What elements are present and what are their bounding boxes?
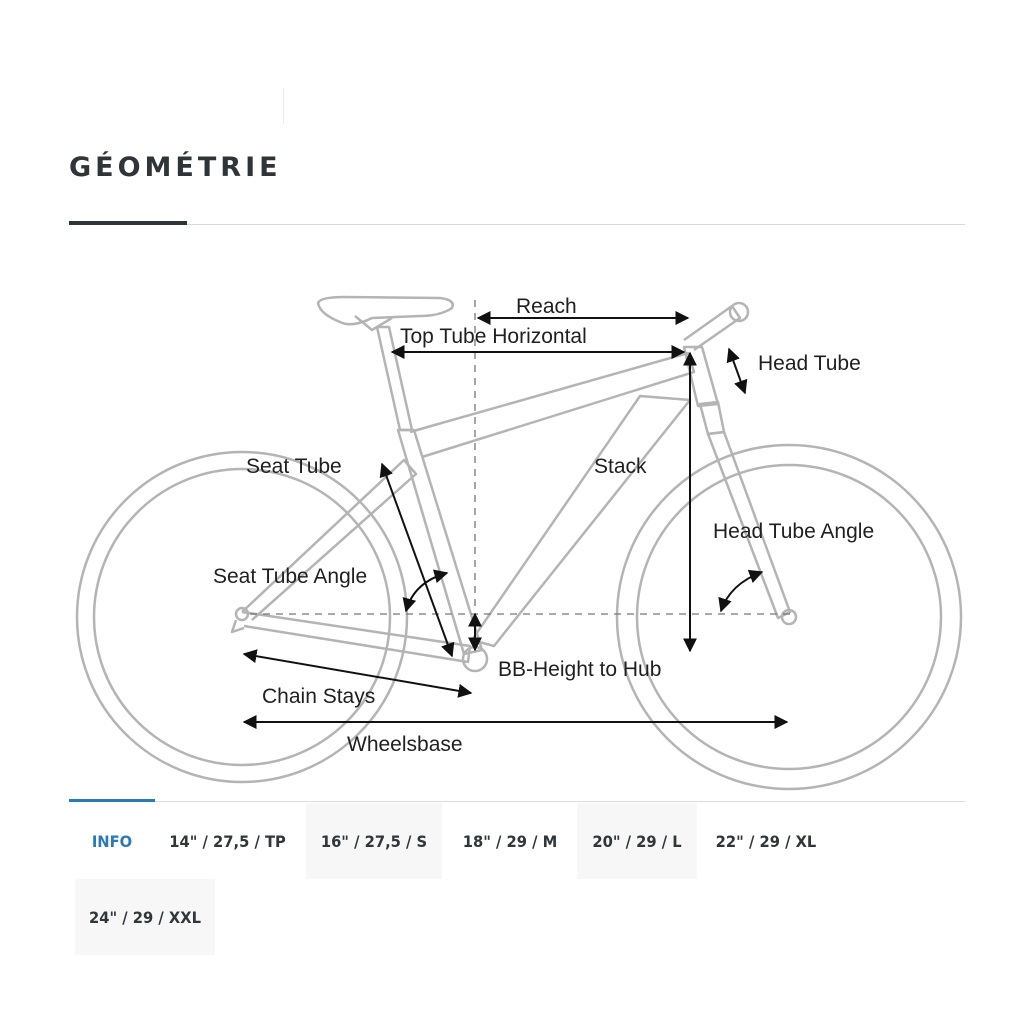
- head-tube-arrow: [729, 349, 745, 393]
- label-reach: Reach: [516, 295, 577, 318]
- tab-size-24[interactable]: 24" / 29 / XXL: [75, 879, 215, 955]
- label-head-tube-angle: Head Tube Angle: [713, 520, 875, 543]
- tab-info[interactable]: INFO: [91, 831, 133, 851]
- label-stack: Stack: [594, 455, 647, 478]
- stem: [684, 306, 740, 350]
- front-wheel-rim: [637, 465, 941, 769]
- front-wheel-tire: [617, 445, 961, 789]
- tab-size-18[interactable]: 18" / 29 / M: [462, 831, 558, 851]
- saddle: [318, 297, 453, 324]
- tab-size-20[interactable]: 20" / 29 / L: [577, 803, 697, 879]
- title-divider: [69, 224, 965, 225]
- top-tube: [410, 353, 694, 457]
- divider-line: [283, 88, 284, 124]
- page-title: GÉOMÉTRIE: [69, 152, 282, 183]
- label-head-tube: Head Tube: [758, 352, 861, 375]
- tab-size-22[interactable]: 22" / 29 / XL: [715, 831, 817, 851]
- bike-geometry-diagram: [0, 240, 1024, 800]
- active-tab-indicator: [69, 799, 155, 802]
- tabs-divider: [69, 801, 965, 802]
- tab-size-16[interactable]: 16" / 27,5 / S: [306, 803, 442, 879]
- fork-upper: [700, 402, 724, 434]
- title-accent-bar: [69, 221, 187, 225]
- diagram-labels: [213, 295, 874, 756]
- label-wheelsbase: Wheelsbase: [347, 733, 463, 756]
- label-top-tube-horizontal: Top Tube Horizontal: [400, 325, 587, 348]
- chain-stays: [242, 612, 470, 662]
- rear-dropout: [236, 608, 248, 620]
- label-seat-tube: Seat Tube: [246, 455, 342, 478]
- down-tube: [472, 396, 690, 646]
- head-tube-angle-arrow: [721, 572, 762, 611]
- label-bb-height-to-hub: BB-Height to Hub: [498, 658, 662, 681]
- label-chain-stays: Chain Stays: [262, 685, 376, 708]
- label-seat-tube-angle: Seat Tube Angle: [213, 565, 368, 588]
- tab-size-14[interactable]: 14" / 27,5 / TP: [169, 831, 286, 851]
